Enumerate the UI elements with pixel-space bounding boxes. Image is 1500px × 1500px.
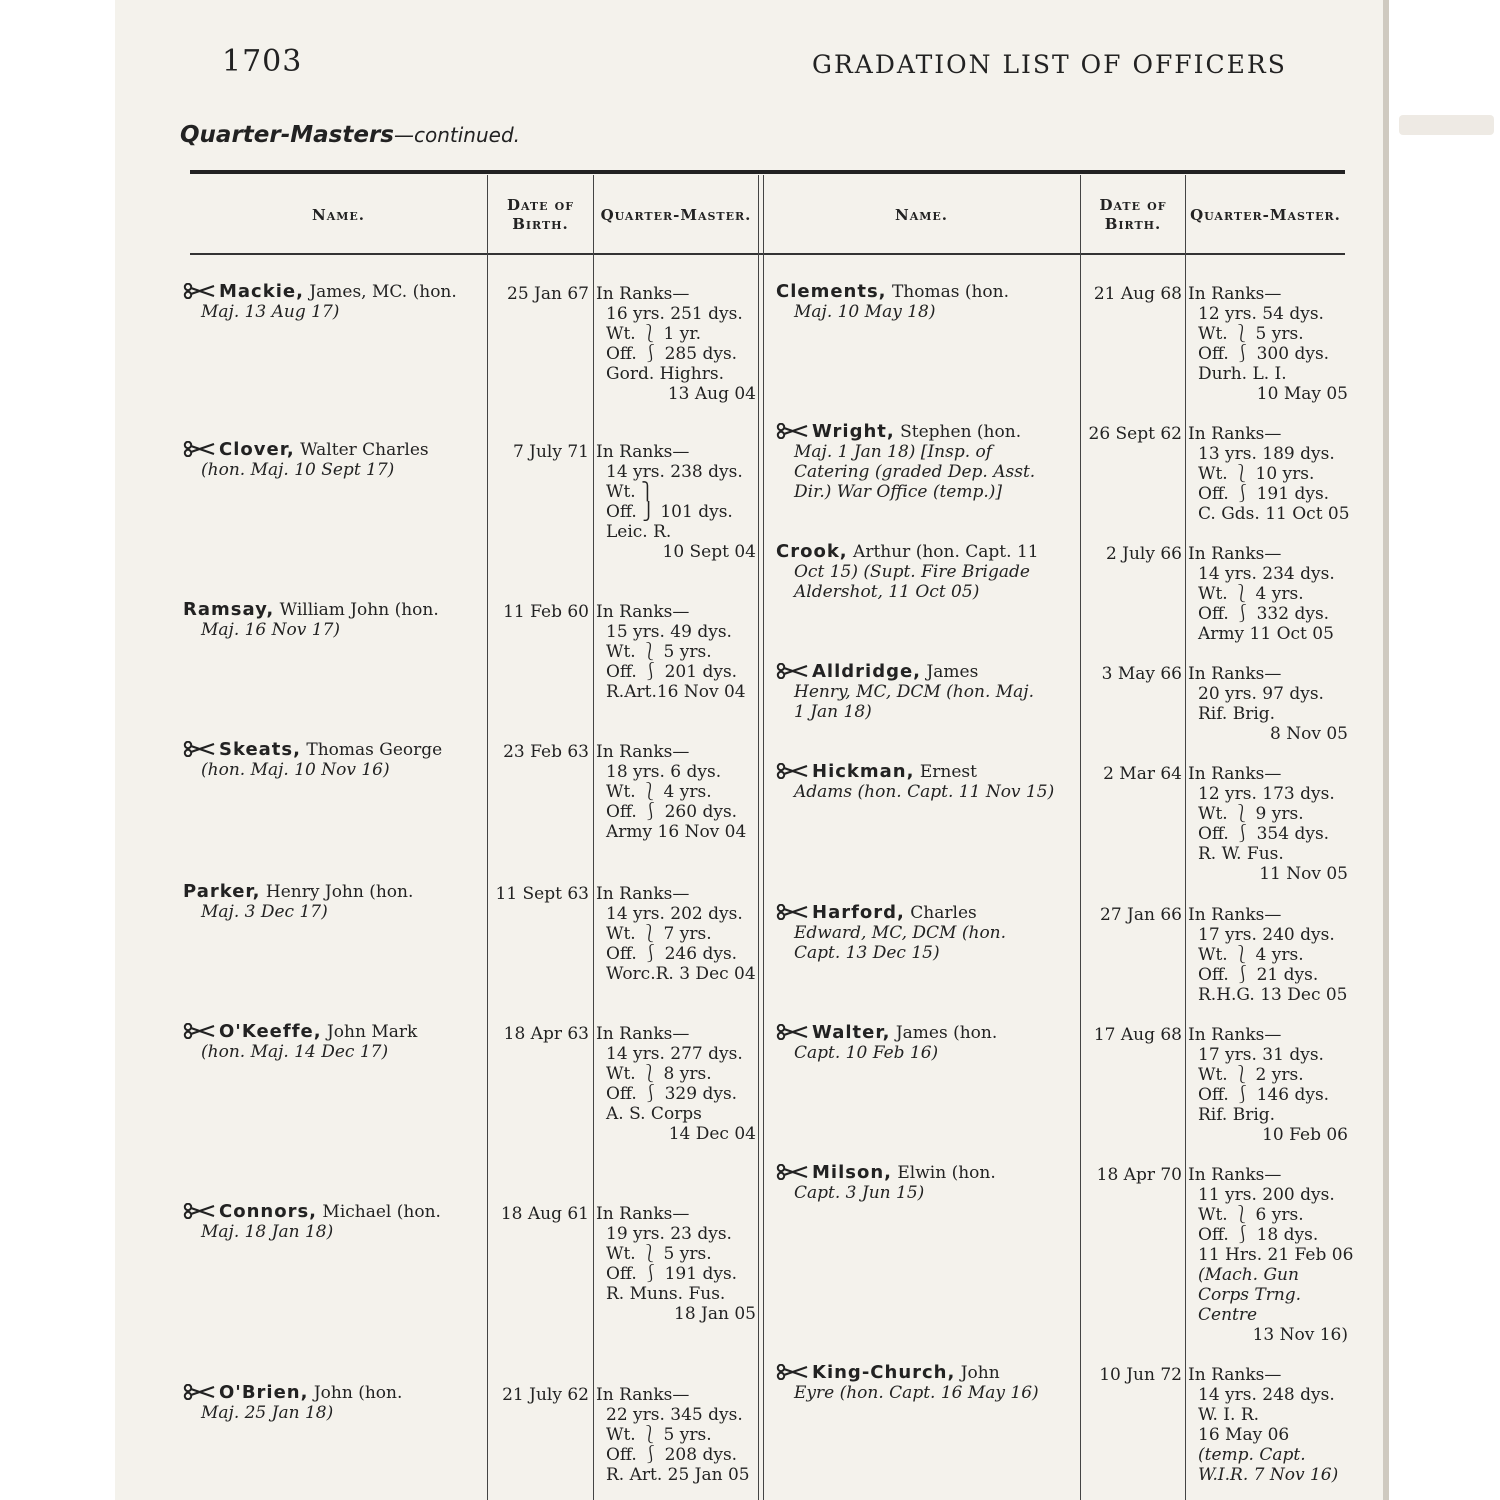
name-rest: Elwin (hon. bbox=[897, 1163, 996, 1183]
name-entry bbox=[183, 440, 429, 480]
record-line: C. Gds. 11 Oct 05 bbox=[1198, 504, 1350, 524]
record-line: A. S. Corps bbox=[606, 1104, 702, 1124]
name-entry bbox=[183, 282, 457, 322]
record-line: Off. ⎰ 208 dys. bbox=[606, 1445, 738, 1465]
surname: Wright, bbox=[812, 421, 895, 442]
name-entry bbox=[776, 762, 1054, 802]
scissors-icon bbox=[183, 1384, 217, 1400]
record-line: Wt. ⎱ 5 yrs. bbox=[606, 1244, 712, 1264]
date-of-birth: 18 Apr 70 bbox=[1096, 1165, 1182, 1185]
record-line: Off. ⎰ 246 dys. bbox=[606, 944, 738, 964]
surname: O'Brien, bbox=[219, 1382, 309, 1403]
quarter-master-record bbox=[1188, 544, 1348, 644]
name-entry bbox=[776, 1363, 1039, 1403]
scissors-icon bbox=[776, 1164, 810, 1180]
page-gutter-shadow bbox=[1383, 0, 1389, 1500]
name-entry bbox=[776, 662, 1034, 722]
scissors-icon bbox=[776, 1364, 810, 1380]
record-line: 12 yrs. 173 dys. bbox=[1198, 784, 1335, 804]
record-line: 14 yrs. 234 dys. bbox=[1198, 564, 1335, 584]
name-rest: Walter Charles bbox=[300, 440, 429, 460]
name-entry bbox=[776, 542, 1039, 602]
name-rest: John Mark bbox=[326, 1022, 418, 1042]
header-name-right: Name. bbox=[894, 205, 949, 224]
record-line: Off. ⎰ 354 dys. bbox=[1198, 824, 1330, 844]
record-line: Corps Trng. bbox=[1198, 1285, 1302, 1305]
record-line: Off. ⎭ 101 dys. bbox=[606, 502, 733, 522]
record-line: Off. ⎰ 329 dys. bbox=[606, 1084, 738, 1104]
name-rest: Henry John (hon. bbox=[265, 882, 414, 902]
name-line bbox=[776, 662, 1034, 682]
name-rest: James (hon. bbox=[895, 1023, 998, 1043]
quarter-master-record bbox=[1188, 1365, 1348, 1485]
record-line: 14 yrs. 202 dys. bbox=[606, 904, 743, 924]
scissors-icon bbox=[776, 423, 810, 439]
date-of-birth: 18 Apr 63 bbox=[503, 1024, 589, 1044]
record-line: Off. ⎰ 332 dys. bbox=[1198, 604, 1330, 624]
scissors-icon bbox=[183, 1023, 217, 1039]
name-continuation: Maj. 1 Jan 18) [Insp. of bbox=[794, 442, 993, 462]
record-line: 13 yrs. 189 dys. bbox=[1198, 444, 1335, 464]
record-line: Wt. ⎱ 6 yrs. bbox=[1198, 1205, 1304, 1225]
name-rest: Ernest bbox=[919, 762, 977, 782]
header-qm-right: Quarter-Master. bbox=[1190, 205, 1341, 224]
name-entry bbox=[183, 1383, 402, 1423]
surname: Clover, bbox=[219, 439, 295, 460]
surname: Ramsay, bbox=[183, 599, 275, 620]
name-line bbox=[776, 282, 1009, 302]
record-line: Rif. Brig. bbox=[1198, 704, 1276, 724]
record-line: 14 yrs. 248 dys. bbox=[1198, 1385, 1335, 1405]
quarter-master-record bbox=[1188, 424, 1348, 524]
record-line: R. Muns. Fus. bbox=[606, 1284, 726, 1304]
date-of-birth: 23 Feb 63 bbox=[503, 742, 589, 762]
quarter-master-record bbox=[1188, 1165, 1354, 1345]
date-of-birth: 27 Jan 66 bbox=[1100, 905, 1182, 925]
name-rest: Arthur (hon. Capt. 11 bbox=[853, 542, 1039, 562]
record-line: 11 yrs. 200 dys. bbox=[1198, 1185, 1335, 1205]
record-line: Off. ⎰ 21 dys. bbox=[1198, 965, 1319, 985]
record-line: Wt. ⎫ bbox=[606, 482, 654, 502]
record-line: Army 16 Nov 04 bbox=[606, 822, 747, 842]
surname: Mackie, bbox=[219, 281, 304, 302]
name-entry bbox=[183, 740, 442, 780]
record-line: 15 yrs. 49 dys. bbox=[606, 622, 732, 642]
surname: O'Keeffe, bbox=[219, 1021, 322, 1042]
surname: Harford, bbox=[812, 902, 905, 923]
record-line: 11 Hrs. 21 Feb 06 bbox=[1198, 1245, 1354, 1265]
record-line: 20 yrs. 97 dys. bbox=[1198, 684, 1324, 704]
quarter-master-record bbox=[1188, 764, 1348, 884]
record-line: R. W. Fus. bbox=[1198, 844, 1284, 864]
center-double-divider bbox=[758, 175, 764, 1500]
record-line: Off. ⎰ 285 dys. bbox=[606, 344, 738, 364]
record-line: 10 Sept 04 bbox=[662, 542, 756, 562]
record-line: R. Art. 25 Jan 05 bbox=[606, 1465, 750, 1485]
scissors-icon bbox=[776, 904, 810, 920]
name-continuation: Adams (hon. Capt. 11 Nov 15) bbox=[794, 782, 1055, 802]
record-line: In Ranks— bbox=[1188, 424, 1282, 444]
table-top-rule bbox=[190, 170, 1345, 174]
name-line bbox=[183, 1202, 441, 1222]
name-line bbox=[776, 1363, 1039, 1383]
name-continuation: Maj. 13 Aug 17) bbox=[201, 302, 340, 322]
record-line: In Ranks— bbox=[596, 442, 690, 462]
record-line: Off. ⎰ 191 dys. bbox=[1198, 484, 1330, 504]
name-continuation: 1 Jan 18) bbox=[794, 702, 872, 722]
name-entry bbox=[776, 903, 1006, 963]
name-line bbox=[183, 740, 442, 760]
record-line: 8 Nov 05 bbox=[1270, 724, 1348, 744]
record-line: Wt. ⎱ 4 yrs. bbox=[1198, 945, 1304, 965]
name-rest: Stephen (hon. bbox=[900, 422, 1022, 442]
record-line: In Ranks— bbox=[1188, 1165, 1282, 1185]
record-line: Wt. ⎱ 1 yr. bbox=[606, 324, 702, 344]
record-line: 13 Nov 16) bbox=[1252, 1325, 1348, 1345]
name-continuation: Dir.) War Office (temp.)] bbox=[794, 482, 1003, 502]
record-line: 17 yrs. 240 dys. bbox=[1198, 925, 1335, 945]
record-line: (Mach. Gun bbox=[1198, 1265, 1299, 1285]
section-title: Quarter-Masters bbox=[180, 122, 394, 148]
record-line: 14 yrs. 277 dys. bbox=[606, 1044, 743, 1064]
name-continuation: Henry, MC, DCM (hon. Maj. bbox=[794, 682, 1034, 702]
name-entry bbox=[776, 282, 1009, 322]
record-line: 17 yrs. 31 dys. bbox=[1198, 1045, 1324, 1065]
name-continuation: Catering (graded Dep. Asst. bbox=[794, 462, 1036, 482]
record-line: In Ranks— bbox=[596, 742, 690, 762]
header-dob-right: Date of Birth. bbox=[1099, 196, 1167, 233]
name-rest: James, MC. (hon. bbox=[309, 282, 457, 302]
record-line: 19 yrs. 23 dys. bbox=[606, 1224, 732, 1244]
running-title: GRADATION LIST OF OFFICERS bbox=[812, 50, 1287, 79]
record-line: In Ranks— bbox=[1188, 905, 1282, 925]
quarter-master-record bbox=[596, 1204, 756, 1324]
name-continuation: (hon. Maj. 10 Sept 17) bbox=[201, 460, 395, 480]
page-number: 1703 bbox=[222, 44, 303, 79]
record-line: Wt. ⎱ 10 yrs. bbox=[1198, 464, 1315, 484]
record-line: In Ranks— bbox=[596, 1204, 690, 1224]
name-entry bbox=[183, 1022, 417, 1062]
section-heading bbox=[180, 122, 520, 148]
record-line: Wt. ⎱ 4 yrs. bbox=[1198, 584, 1304, 604]
date-of-birth: 11 Feb 60 bbox=[503, 602, 589, 622]
quarter-master-record bbox=[1188, 1025, 1348, 1145]
record-line: W. I. R. bbox=[1198, 1405, 1260, 1425]
date-of-birth: 25 Jan 67 bbox=[507, 284, 589, 304]
column-divider bbox=[1080, 175, 1081, 1500]
name-continuation: Maj. 3 Dec 17) bbox=[201, 902, 328, 922]
name-rest: Michael (hon. bbox=[322, 1202, 441, 1222]
record-line: In Ranks— bbox=[596, 1385, 690, 1405]
record-line: In Ranks— bbox=[596, 602, 690, 622]
date-of-birth: 3 May 66 bbox=[1101, 664, 1182, 684]
facing-page-edge bbox=[1383, 0, 1500, 1500]
record-line: (temp. Capt. bbox=[1198, 1445, 1306, 1465]
surname: King-Church, bbox=[812, 1362, 956, 1383]
record-line: R.H.G. 13 Dec 05 bbox=[1198, 985, 1348, 1005]
name-line bbox=[183, 1383, 402, 1403]
name-continuation: Oct 15) (Supt. Fire Brigade bbox=[794, 562, 1030, 582]
scissors-icon bbox=[776, 663, 810, 679]
date-of-birth: 7 July 71 bbox=[512, 442, 589, 462]
surname: Alldridge, bbox=[812, 661, 922, 682]
name-entry bbox=[776, 1163, 996, 1203]
record-line: Off. ⎰ 191 dys. bbox=[606, 1264, 738, 1284]
name-continuation: Capt. 3 Jun 15) bbox=[794, 1183, 925, 1203]
surname: Crook, bbox=[776, 541, 848, 562]
table-header-rule bbox=[190, 253, 1345, 255]
name-entry bbox=[776, 422, 1035, 502]
name-entry bbox=[183, 600, 439, 640]
record-line: Off. ⎰ 146 dys. bbox=[1198, 1085, 1330, 1105]
date-of-birth: 2 Mar 64 bbox=[1103, 764, 1182, 784]
section-continued: —continued. bbox=[394, 123, 521, 147]
record-line: In Ranks— bbox=[596, 284, 690, 304]
surname: Parker, bbox=[183, 881, 261, 902]
name-entry bbox=[183, 882, 413, 922]
record-line: Army 11 Oct 05 bbox=[1198, 624, 1334, 644]
record-line: Worc.R. 3 Dec 04 bbox=[606, 964, 756, 984]
record-line: 11 Nov 05 bbox=[1259, 864, 1348, 884]
record-line: In Ranks— bbox=[1188, 1365, 1282, 1385]
record-line: 16 yrs. 251 dys. bbox=[606, 304, 743, 324]
record-line: Wt. ⎱ 4 yrs. bbox=[606, 782, 712, 802]
record-line: Off. ⎰ 201 dys. bbox=[606, 662, 738, 682]
header-name-left: Name. bbox=[311, 205, 366, 224]
scissors-icon bbox=[183, 1203, 217, 1219]
name-continuation: Maj. 18 Jan 18) bbox=[201, 1222, 334, 1242]
surname: Milson, bbox=[812, 1162, 892, 1183]
name-continuation: (hon. Maj. 14 Dec 17) bbox=[201, 1042, 389, 1062]
record-line: 14 yrs. 238 dys. bbox=[606, 462, 743, 482]
record-line: Off. ⎰ 18 dys. bbox=[1198, 1225, 1319, 1245]
name-line bbox=[183, 1022, 417, 1042]
quarter-master-record bbox=[1188, 284, 1348, 404]
name-continuation: Maj. 10 May 18) bbox=[794, 302, 936, 322]
date-of-birth: 11 Sept 63 bbox=[495, 884, 589, 904]
column-divider bbox=[487, 175, 488, 1500]
record-line: 12 yrs. 54 dys. bbox=[1198, 304, 1324, 324]
record-line: 18 yrs. 6 dys. bbox=[606, 762, 722, 782]
name-line bbox=[776, 762, 1054, 782]
quarter-master-record bbox=[596, 284, 756, 404]
date-of-birth: 21 July 62 bbox=[502, 1385, 589, 1405]
name-line bbox=[776, 1163, 996, 1183]
surname: Walter, bbox=[812, 1022, 891, 1043]
date-of-birth: 18 Aug 61 bbox=[500, 1204, 589, 1224]
column-divider bbox=[593, 175, 594, 1500]
scissors-icon bbox=[776, 763, 810, 779]
name-line bbox=[776, 903, 1006, 923]
name-continuation: Aldershot, 11 Oct 05) bbox=[794, 582, 980, 602]
record-line: 18 Jan 05 bbox=[674, 1304, 756, 1324]
record-line: Wt. ⎱ 2 yrs. bbox=[1198, 1065, 1304, 1085]
quarter-master-record bbox=[596, 442, 756, 562]
quarter-master-record bbox=[596, 1385, 756, 1485]
name-line bbox=[183, 600, 439, 620]
name-continuation: Edward, MC, DCM (hon. bbox=[794, 923, 1007, 943]
date-of-birth: 26 Sept 62 bbox=[1088, 424, 1182, 444]
scissors-icon bbox=[183, 741, 217, 757]
name-continuation: Capt. 10 Feb 16) bbox=[794, 1043, 939, 1063]
record-line: Durh. L. I. bbox=[1198, 364, 1287, 384]
surname: Skeats, bbox=[219, 739, 301, 760]
quarter-master-record bbox=[596, 1024, 756, 1144]
record-line: In Ranks— bbox=[1188, 284, 1282, 304]
name-continuation: (hon. Maj. 10 Nov 16) bbox=[201, 760, 390, 780]
scissors-icon bbox=[183, 283, 217, 299]
quarter-master-record bbox=[1188, 664, 1348, 744]
record-line: R.Art.16 Nov 04 bbox=[606, 682, 746, 702]
name-rest: Thomas (hon. bbox=[891, 282, 1010, 302]
name-continuation: Maj. 16 Nov 17) bbox=[201, 620, 341, 640]
name-entry bbox=[183, 1202, 441, 1242]
name-rest: James bbox=[926, 662, 979, 682]
name-line bbox=[776, 422, 1035, 442]
record-line: Wt. ⎱ 5 yrs. bbox=[606, 642, 712, 662]
name-continuation: Capt. 13 Dec 15) bbox=[794, 943, 940, 963]
record-line: Wt. ⎱ 9 yrs. bbox=[1198, 804, 1304, 824]
name-line bbox=[776, 1023, 997, 1043]
surname: Hickman, bbox=[812, 761, 915, 782]
record-line: Gord. Highrs. bbox=[606, 364, 724, 384]
name-line bbox=[183, 282, 457, 302]
column-divider bbox=[1185, 175, 1186, 1500]
record-line: 13 Aug 04 bbox=[667, 384, 756, 404]
record-line: 10 Feb 06 bbox=[1262, 1125, 1348, 1145]
record-line: In Ranks— bbox=[1188, 764, 1282, 784]
name-rest: John bbox=[960, 1363, 1000, 1383]
name-rest: John (hon. bbox=[313, 1383, 403, 1403]
surname: Connors, bbox=[219, 1201, 317, 1222]
record-line: Leic. R. bbox=[606, 522, 672, 542]
record-line: Wt. ⎱ 8 yrs. bbox=[606, 1064, 712, 1084]
name-entry bbox=[776, 1023, 997, 1063]
record-line: In Ranks— bbox=[1188, 664, 1282, 684]
record-line: W.I.R. 7 Nov 16) bbox=[1198, 1465, 1339, 1485]
name-line bbox=[183, 440, 429, 460]
surname: Clements, bbox=[776, 281, 887, 302]
name-line bbox=[183, 882, 413, 902]
date-of-birth: 21 Aug 68 bbox=[1093, 284, 1182, 304]
record-line: Off. ⎰ 260 dys. bbox=[606, 802, 738, 822]
record-line: Wt. ⎱ 7 yrs. bbox=[606, 924, 712, 944]
record-line: Off. ⎰ 300 dys. bbox=[1198, 344, 1330, 364]
record-line: Rif. Brig. bbox=[1198, 1105, 1276, 1125]
record-line: In Ranks— bbox=[596, 1024, 690, 1044]
record-line: 10 May 05 bbox=[1256, 384, 1348, 404]
record-line: Wt. ⎱ 5 yrs. bbox=[1198, 324, 1304, 344]
record-line: In Ranks— bbox=[596, 884, 690, 904]
name-line bbox=[776, 542, 1039, 562]
record-line: 16 May 06 bbox=[1198, 1425, 1290, 1445]
facing-page-ghost bbox=[1399, 115, 1494, 135]
record-line: In Ranks— bbox=[1188, 544, 1282, 564]
quarter-master-record bbox=[1188, 905, 1348, 1005]
date-of-birth: 17 Aug 68 bbox=[1093, 1025, 1182, 1045]
record-line: 22 yrs. 345 dys. bbox=[606, 1405, 743, 1425]
record-line: 14 Dec 04 bbox=[668, 1124, 756, 1144]
name-rest: Charles bbox=[910, 903, 977, 923]
header-qm-left: Quarter-Master. bbox=[600, 205, 752, 224]
date-of-birth: 10 Jun 72 bbox=[1099, 1365, 1182, 1385]
quarter-master-record bbox=[596, 884, 756, 984]
record-line: Centre bbox=[1198, 1305, 1258, 1325]
record-line: Wt. ⎱ 5 yrs. bbox=[606, 1425, 712, 1445]
name-rest: Thomas George bbox=[306, 740, 443, 760]
header-dob-left: Date of Birth. bbox=[506, 196, 575, 233]
scissors-icon bbox=[183, 441, 217, 457]
date-of-birth: 2 July 66 bbox=[1105, 544, 1182, 564]
name-continuation: Eyre (hon. Capt. 16 May 16) bbox=[794, 1383, 1039, 1403]
name-continuation: Maj. 25 Jan 18) bbox=[201, 1403, 334, 1423]
quarter-master-record bbox=[596, 602, 756, 702]
record-line: In Ranks— bbox=[1188, 1025, 1282, 1045]
name-rest: William John (hon. bbox=[279, 600, 439, 620]
scissors-icon bbox=[776, 1024, 810, 1040]
quarter-master-record bbox=[596, 742, 756, 842]
